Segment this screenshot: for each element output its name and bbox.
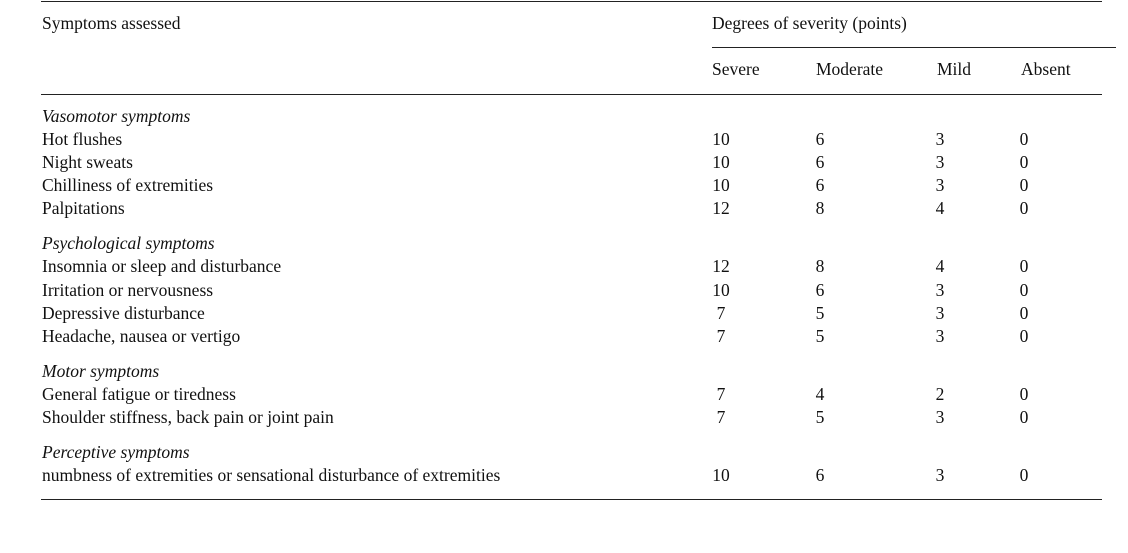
column-header-moderate: Moderate (816, 59, 884, 79)
row-label: Palpitations (42, 198, 125, 218)
cell-mild: 3 (935, 303, 945, 323)
cell-mild: 3 (935, 152, 945, 172)
spanner-header: Degrees of severity (points) (712, 13, 907, 33)
cell-absent: 0 (1019, 407, 1029, 427)
cell-moderate: 6 (815, 175, 825, 195)
row-label: Hot flushes (42, 129, 123, 149)
cell-moderate: 5 (815, 407, 825, 427)
row-label: General fatigue or tiredness (42, 384, 236, 404)
header-bottom-rule (41, 94, 1102, 95)
row-label: numbness of extremities or sensational disturbance of extremities (42, 465, 501, 485)
column-header-absent: Absent (1021, 59, 1071, 79)
cell-absent: 0 (1019, 198, 1029, 218)
cell-mild: 4 (935, 198, 945, 218)
cell-severe: 7 (716, 407, 726, 427)
cell-moderate: 6 (815, 465, 825, 485)
cell-absent: 0 (1019, 152, 1029, 172)
cell-absent: 0 (1019, 175, 1029, 195)
cell-severe: 7 (716, 303, 726, 323)
row-label: Night sweats (42, 152, 133, 172)
cell-mild: 3 (935, 407, 945, 427)
cell-severe: 10 (712, 129, 730, 149)
cell-severe: 7 (716, 384, 726, 404)
cell-moderate: 5 (815, 303, 825, 323)
cell-absent: 0 (1019, 326, 1029, 346)
cell-absent: 0 (1019, 256, 1029, 276)
cell-mild: 4 (935, 256, 945, 276)
cell-severe: 12 (712, 198, 730, 218)
group-title-motor: Motor symptoms (42, 361, 160, 381)
row-label: Chilliness of extremities (42, 175, 214, 195)
spanner-rule (712, 47, 1116, 48)
row-label: Irritation or nervousness (42, 280, 214, 300)
cell-severe: 12 (712, 256, 730, 276)
cell-moderate: 8 (815, 198, 825, 218)
cell-moderate: 6 (815, 280, 825, 300)
cell-severe: 7 (716, 326, 726, 346)
cell-mild: 3 (935, 326, 945, 346)
row-label: Shoulder stiffness, back pain or joint pain (42, 407, 334, 427)
cell-moderate: 8 (815, 256, 825, 276)
cell-absent: 0 (1019, 303, 1029, 323)
cell-mild: 3 (935, 465, 945, 485)
cell-mild: 3 (935, 129, 945, 149)
cell-moderate: 6 (815, 129, 825, 149)
cell-moderate: 5 (815, 326, 825, 346)
column-header-mild: Mild (937, 59, 972, 79)
group-title-perceptive: Perceptive symptoms (42, 442, 190, 462)
cell-severe: 10 (712, 280, 730, 300)
stub-header: Symptoms assessed (42, 13, 181, 33)
table-bottom-rule (41, 499, 1102, 500)
cell-absent: 0 (1019, 465, 1029, 485)
cell-severe: 10 (712, 465, 730, 485)
group-title-psychological: Psychological symptoms (42, 233, 215, 253)
cell-mild: 3 (935, 175, 945, 195)
table-top-rule (41, 1, 1102, 2)
cell-severe: 10 (712, 175, 730, 195)
cell-moderate: 6 (815, 152, 825, 172)
row-label: Insomnia or sleep and disturbance (42, 256, 282, 276)
column-header-severe: Severe (712, 59, 760, 79)
cell-absent: 0 (1019, 129, 1029, 149)
cell-severe: 10 (712, 152, 730, 172)
group-title-vasomotor: Vasomotor symptoms (42, 106, 191, 126)
cell-absent: 0 (1019, 384, 1029, 404)
cell-mild: 2 (935, 384, 945, 404)
cell-moderate: 4 (815, 384, 825, 404)
row-label: Depressive disturbance (42, 303, 205, 323)
cell-mild: 3 (935, 280, 945, 300)
cell-absent: 0 (1019, 280, 1029, 300)
row-label: Headache, nausea or vertigo (42, 326, 241, 346)
